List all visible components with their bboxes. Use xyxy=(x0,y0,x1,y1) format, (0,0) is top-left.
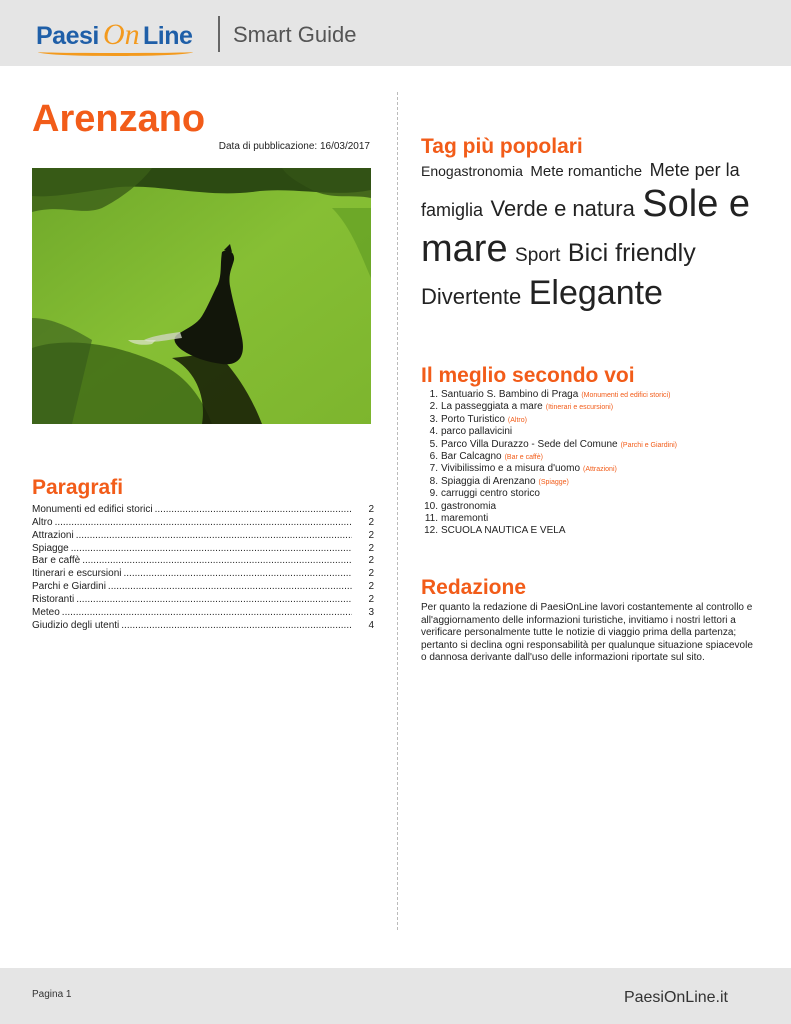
page-header xyxy=(0,0,791,66)
toc-leader xyxy=(108,581,352,593)
cover-photo xyxy=(32,168,371,424)
list-item-name: Porto Turistico xyxy=(441,413,505,425)
toc-label: Itinerari e escursioni xyxy=(32,568,122,580)
header-title: Smart Guide xyxy=(233,22,357,47)
toc-page: 2 xyxy=(368,581,374,593)
toc-label: Giudizio degli utenti xyxy=(32,619,120,631)
tags-heading: Tag più popolari xyxy=(421,135,583,158)
toc-row[interactable] xyxy=(32,619,374,632)
list-item[interactable] xyxy=(421,501,771,513)
toc-page: 4 xyxy=(368,619,374,631)
tag-link[interactable]: Divertente xyxy=(421,283,522,309)
toc-row[interactable] xyxy=(32,580,374,593)
publication-date: Data di pubblicazione: 16/03/2017 xyxy=(218,141,370,152)
list-item-number: 6. xyxy=(429,450,438,462)
toc-page: 2 xyxy=(368,555,374,567)
toc-label: Ristoranti xyxy=(32,594,75,606)
logo-text-paesi: Paesi xyxy=(36,22,99,50)
list-item-number: 5. xyxy=(429,438,438,450)
tag-link[interactable]: Mete romantiche xyxy=(530,163,643,180)
list-item-category: (Attrazioni) xyxy=(583,466,617,474)
list-item-category: (Altro) xyxy=(507,416,527,424)
page-title: Arenzano xyxy=(32,98,206,140)
toc-leader xyxy=(76,530,352,542)
tag-link[interactable]: Elegante xyxy=(528,273,663,312)
paragrafi-heading: Paragrafi xyxy=(32,476,124,499)
list-item-number: 3. xyxy=(429,413,438,425)
toc-row[interactable] xyxy=(32,567,374,580)
list-item-name: gastronomia xyxy=(441,500,497,512)
column-divider xyxy=(397,92,398,930)
page-footer xyxy=(0,968,791,1024)
list-item-category: (Spiagge) xyxy=(538,478,569,486)
toc-leader xyxy=(121,620,352,632)
toc-row[interactable] xyxy=(32,503,374,516)
logo-text-on: On xyxy=(103,18,140,51)
list-item-name: Santuario S. Bambino di Praga xyxy=(441,389,579,400)
toc-row[interactable] xyxy=(32,516,374,529)
list-item-number: 1. xyxy=(429,389,438,400)
list-item-number: 12. xyxy=(424,525,438,537)
list-item-category: (Parchi e Giardini) xyxy=(620,441,677,449)
list-item[interactable] xyxy=(421,389,771,401)
best-heading: Il meglio secondo voi xyxy=(421,364,635,387)
list-item[interactable] xyxy=(421,488,771,500)
list-item-category: (Monumenti ed edifici storici) xyxy=(581,392,671,399)
best-list xyxy=(421,389,771,538)
toc-page: 2 xyxy=(368,503,374,515)
toc-row[interactable] xyxy=(32,542,374,555)
list-item[interactable] xyxy=(421,401,771,413)
toc-row[interactable] xyxy=(32,593,374,606)
toc-leader xyxy=(55,517,352,529)
toc-label: Monumenti ed edifici storici xyxy=(32,503,153,515)
list-item[interactable] xyxy=(421,451,771,463)
list-item-name: maremonti xyxy=(441,512,489,524)
logo-swoosh xyxy=(38,48,193,56)
toc-leader xyxy=(71,543,352,555)
toc-row[interactable] xyxy=(32,606,374,619)
toc-page: 3 xyxy=(368,607,374,619)
toc-leader xyxy=(155,504,352,516)
list-item[interactable] xyxy=(421,463,771,475)
list-item-name: SCUOLA NAUTICA E VELA xyxy=(441,525,566,537)
toc-page: 2 xyxy=(368,568,374,580)
list-item[interactable] xyxy=(421,513,771,525)
list-item-name: Bar Calcagno xyxy=(441,450,502,462)
toc-page: 2 xyxy=(368,529,374,541)
toc-label: Spiagge xyxy=(32,542,69,554)
list-item-name: Parco Villa Durazzo - Sede del Comune xyxy=(441,438,618,450)
list-item-name: parco pallavicini xyxy=(441,426,513,438)
redazione-heading: Redazione xyxy=(421,576,527,599)
list-item-category: (Itinerari e escursioni) xyxy=(545,404,614,412)
list-item-name: La passeggiata a mare xyxy=(441,401,543,413)
toc-label: Meteo xyxy=(32,607,60,619)
toc-leader xyxy=(82,555,352,567)
list-item-number: 11. xyxy=(424,512,438,524)
list-item-name: Spiaggia di Arenzano xyxy=(441,475,536,487)
list-item-category: (Bar e caffè) xyxy=(504,453,543,461)
toc-page: 2 xyxy=(368,516,374,528)
paragraph-index xyxy=(32,503,374,632)
list-item-name: carruggi centro storico xyxy=(441,488,540,500)
list-item[interactable] xyxy=(421,476,771,488)
list-item-number: 10. xyxy=(424,500,438,512)
peacock-photo-image xyxy=(32,168,371,424)
tag-link[interactable]: Verde e natura xyxy=(490,195,635,221)
toc-page: 2 xyxy=(368,594,374,606)
toc-label: Attrazioni xyxy=(32,529,74,541)
list-item[interactable] xyxy=(421,414,771,426)
toc-label: Bar e caffè xyxy=(32,555,81,567)
footer-page-number: Pagina 1 xyxy=(32,989,72,1000)
list-item[interactable] xyxy=(421,439,771,451)
logo-text-line: Line xyxy=(143,22,193,50)
toc-leader xyxy=(76,594,352,606)
list-item[interactable] xyxy=(421,525,771,537)
tag-link[interactable]: Bici friendly xyxy=(567,239,696,268)
toc-leader xyxy=(123,568,352,580)
list-item-number: 8. xyxy=(429,475,438,487)
list-item-number: 7. xyxy=(429,463,438,475)
tag-link[interactable]: Mete per la famiglia xyxy=(421,160,740,220)
list-item-number: 4. xyxy=(429,426,438,438)
footer-site-link[interactable]: PaesiOnLine.it xyxy=(623,989,728,1006)
tag-link[interactable]: Sole e mare xyxy=(421,182,751,271)
toc-label: Parchi e Giardini xyxy=(32,581,106,593)
toc-label: Altro xyxy=(32,516,53,528)
toc-row[interactable] xyxy=(32,529,374,542)
list-item-name: Vivibilissimo e a misura d'uomo xyxy=(441,463,580,475)
list-item-number: 9. xyxy=(429,488,438,500)
list-item-number: 2. xyxy=(429,401,438,413)
tag-cloud xyxy=(421,160,766,314)
tag-link[interactable]: Sport xyxy=(515,245,561,267)
list-item[interactable] xyxy=(421,426,771,438)
toc-page: 2 xyxy=(368,542,374,554)
redazione-disclaimer: Per quanto la redazione di PaesiOnLine lavori costantemente al controllo e all'aggiornamento delle informazioni turistiche, invitiamo i nostri lettori a verificare personalmente tutte le notizie di viaggio prima della partenza; pertanto si declina ogni responsabilità per qualunque situazione spiacevole o dannosa derivante dall'uso delle informazioni riportate sul sito. xyxy=(421,602,753,664)
header-divider xyxy=(218,16,220,52)
toc-row[interactable] xyxy=(32,555,374,568)
toc-leader xyxy=(62,607,352,619)
tag-link[interactable]: Enogastronomia xyxy=(421,163,523,179)
